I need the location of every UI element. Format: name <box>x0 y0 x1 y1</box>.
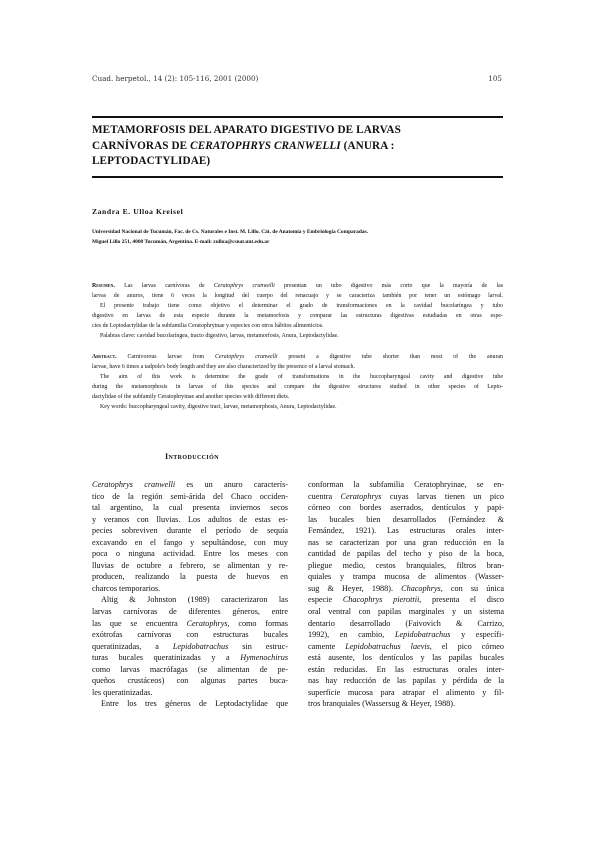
abstract-label: Resumen. <box>92 283 115 289</box>
species-name: Ceratophrys cranwelli <box>92 480 176 489</box>
species-name: Chacophrys <box>401 583 441 593</box>
species-name: Ceratophrys cranwelli <box>213 283 275 289</box>
line-text: Altig & Johnston (1989) caracterizaron las <box>101 595 288 605</box>
text-line <box>92 537 288 549</box>
text-line <box>308 606 504 618</box>
line-text: excavando en el fango y sepultándose, con muy <box>92 537 288 547</box>
line-text: cuentra <box>308 491 341 501</box>
author-affiliation <box>92 227 503 247</box>
text-line <box>92 606 288 618</box>
line-text: están reducidas. En las estructuras orales inter- <box>308 664 504 674</box>
species-name: Lepidobatrachus laevis <box>345 641 430 651</box>
text-line <box>92 312 503 322</box>
text-line <box>308 687 504 699</box>
title-top-rule <box>92 116 503 118</box>
line-text: oral ventral con papilas marginales y un sistema <box>308 607 504 617</box>
page-number: 105 <box>488 74 502 83</box>
line-text: les queratinizadas. <box>92 687 153 697</box>
line-text: cuyas larvas tienen un pico <box>381 491 504 501</box>
line-text: producen, realizando la puesta de huevos en <box>92 572 288 582</box>
line-text: las que se encuentra <box>92 618 187 628</box>
line-text: queratinizadas, a <box>92 641 173 651</box>
line-text: 1992), en cambio, <box>308 630 395 640</box>
line-text: pliegue medio, cestos branquiales, filtros bran- <box>308 560 504 570</box>
line-text: nas hay reducción de las papilas y pérdida de la <box>308 676 504 686</box>
line-text: lluvias de octubre a febrero, se alimentan y re- <box>92 560 288 570</box>
text-line <box>92 393 503 403</box>
text-line <box>308 641 504 653</box>
line-text: superficie mucosa para atrapar el alimento y fil- <box>308 687 504 697</box>
line-text: las bucales bien desarrollados (Fernández & <box>308 514 504 524</box>
title-line-1: METAMORFOSIS DEL APARATO DIGESTIVO DE LARVAS <box>92 124 401 136</box>
line-text: es un anuro caracterís- <box>175 480 288 489</box>
line-text: larvas carnívoras de diferentes géneros, entre <box>92 607 288 617</box>
text-line <box>308 479 504 491</box>
text-line <box>92 479 288 491</box>
abstract-label: Abstract. <box>92 354 117 360</box>
line-text: during the metamorphosis in larvae of this species and compare the digestive structures studied in other species of Lepto- <box>92 383 503 390</box>
text-line <box>92 332 503 342</box>
line-text: , con su única <box>440 583 504 593</box>
text-line <box>308 698 504 710</box>
article-title <box>92 123 503 170</box>
line-text: queños crustáceos) con algunas partes buca- <box>92 676 288 686</box>
title-line-2-post: (ANURA : <box>340 139 395 152</box>
line-text: tico de la región semi-árida del Chaco occiden- <box>92 491 288 501</box>
text-line <box>92 353 503 363</box>
line-text: Fernández, 1921). Las estructuras orales inter- <box>308 526 504 536</box>
line-text: , como formas <box>227 618 288 628</box>
line-text: larvae, have 6 times a tadpole's body length and they are also characterized by the presence of a larval stomach. <box>92 363 355 370</box>
text-line <box>92 302 503 312</box>
text-line <box>308 525 504 537</box>
line-text: nas se caracterizan por una gran reducción en la <box>308 537 504 547</box>
line-text: larvas de anuros, tiene 6 veces la longitud del cuerpo del renacuajo y se caracteriza también por tener un estómago larval. <box>92 292 503 299</box>
text-line <box>92 282 503 292</box>
text-line <box>308 583 504 595</box>
line-text: tal argentino, la cual presenta inviernos secos <box>92 503 288 513</box>
text-line <box>308 652 504 664</box>
species-name: Lepidobatrachus <box>172 641 229 651</box>
species-name: Ceratophrys cranwelli <box>214 354 278 360</box>
line-text: , el pico córneo <box>429 641 504 651</box>
text-line <box>308 560 504 572</box>
line-text: presentan un tubo digestivo más corto que la mayoría de las <box>274 283 503 289</box>
text-line <box>308 548 504 560</box>
author-name: Zandra E. Ulloa Kreisel <box>92 207 184 216</box>
line-text: Key words: buccopharyngeal cavity, digestive tract, larvae, metamorphosis, Anura, Leptodactylidae. <box>100 403 337 410</box>
line-text: pecies sobreviven durante el período de sequía <box>92 526 288 536</box>
text-line <box>92 383 503 393</box>
text-line <box>92 698 288 710</box>
line-text: sug & Heyer, 1988). <box>308 583 402 593</box>
line-text: dactylidae of the subfamily Ceratophryinae and another species with different diets. <box>92 393 290 400</box>
title-line-3: LEPTODACTYLIDAE) <box>92 155 211 167</box>
line-text: córneo con bordes aserrados, dentículos y papi- <box>308 503 504 513</box>
line-text: sin estruc- <box>228 641 288 651</box>
journal-citation: Cuad. herpetol., 14 (2): 105-116, 2001 (2000) <box>92 74 259 83</box>
line-text: como larvas macrófagas (se alimentan de pe- <box>92 664 288 674</box>
text-line <box>92 629 288 641</box>
line-text: especie <box>308 595 343 605</box>
line-text: quiales y trampa mucosa de alimentos (Wasser- <box>308 572 504 582</box>
species-name: Chacophrys pierottii <box>342 595 420 605</box>
line-text: Palabras clave: cavidad bucofaríngea, tracto digestivo, larvas, metamorfosis, Anura, Leptodactylidae. <box>100 332 339 339</box>
body-right-column <box>308 479 504 710</box>
text-line <box>92 641 288 653</box>
title-bottom-rule <box>92 176 503 178</box>
text-line <box>92 525 288 537</box>
line-text: está ausente, los dentículos y las papilas bucales <box>308 653 504 663</box>
section-heading-introduccion: Introducción <box>165 452 219 461</box>
line-text: El presente trabajo tiene como objetivo el determinar el grado de transformaciones en la cavidad bucofaríngea y tubo <box>100 302 503 309</box>
affiliation-line-1: Universidad Nacional de Tucumán, Fac. de Cs. Naturales e Inst. M. Lillo. Cát. de Anatomía y Embriología Comparadas. <box>92 229 368 235</box>
text-line <box>92 514 288 526</box>
line-text: , presenta el disco <box>419 595 504 605</box>
line-text: poca o ninguna actividad. Entre los meses con <box>92 549 288 559</box>
text-line <box>308 594 504 606</box>
line-text: conforman la subfamilia Ceratophryinae, se en- <box>308 480 504 489</box>
line-text: charcos temporarios. <box>92 583 161 593</box>
text-line <box>92 560 288 572</box>
line-text: y veranos con lluvias. Los adultos de estas es- <box>92 514 288 524</box>
text-line <box>92 373 503 383</box>
text-line <box>308 537 504 549</box>
line-text: cies de Leptodactylidae de la subfamilia Ceratophryinae y especies con otros hábitos alimenticios. <box>92 322 324 329</box>
title-line-2 <box>92 139 503 155</box>
text-line <box>92 583 288 595</box>
line-text: Las larvas carnívoras de <box>114 283 214 289</box>
text-line <box>92 363 503 373</box>
line-text: Entre los tres géneros de Leptodactylidae que <box>101 699 288 709</box>
text-line <box>92 594 288 606</box>
body-left-column <box>92 479 288 710</box>
text-line <box>92 652 288 664</box>
species-name: Ceratophrys <box>340 491 382 501</box>
text-line <box>308 571 504 583</box>
text-line <box>92 618 288 630</box>
affiliation-line-2: Miguel Lillo 251, 4000 Tucumán, Argentina. E-mail: zulloa@csnat.unt.edu.ar <box>92 239 270 245</box>
resumen-block <box>92 282 503 341</box>
line-text: camente <box>308 641 346 651</box>
text-line <box>308 502 504 514</box>
line-text: dentario desarrollado (Faivovich & Carrizo, <box>308 618 504 628</box>
line-text: digestivo en larvas de esta especie durante la metamorfosis y comparar las estructuras digestivas estudiadas en otras espe- <box>92 312 503 319</box>
line-text: exótrofas carnívoras con estructuras bucales <box>92 630 288 640</box>
abstract-block <box>92 353 503 412</box>
line-text: tros branquiales (Wassersug & Heyer, 1988). <box>308 699 456 709</box>
text-line <box>308 629 504 641</box>
text-line <box>92 322 503 332</box>
text-line <box>308 618 504 630</box>
species-name: Lepidobatrachus <box>394 630 451 640</box>
text-line <box>92 675 288 687</box>
text-line <box>92 571 288 583</box>
text-line <box>92 292 503 302</box>
title-line-2-pre: CARNÍVORAS DE <box>92 139 191 152</box>
line-text: present a digestive tube shorter than most of the anuran <box>277 354 503 360</box>
text-line <box>308 491 504 503</box>
text-line <box>92 687 288 699</box>
text-line <box>92 548 288 560</box>
text-line <box>92 502 288 514</box>
line-text: cantidad de papilas del techo y piso de la boca, <box>308 549 504 559</box>
text-line <box>308 514 504 526</box>
text-line <box>308 675 504 687</box>
text-line <box>92 491 288 503</box>
line-text: turas bucales queratinizadas y a <box>92 653 241 663</box>
line-text: Carnivorous larvae from <box>116 354 215 360</box>
species-name: Ceratophrys <box>186 618 228 628</box>
title-species-name: CERATOPHRYS CRANWELLI <box>190 139 341 152</box>
text-line <box>92 403 503 413</box>
species-name: Hymenochirus <box>240 653 288 663</box>
text-line <box>92 664 288 676</box>
text-line <box>308 664 504 676</box>
line-text: The aim of this work is determine the grade of transformations in the buccopharyngeal cavity and digestive tube <box>100 373 503 380</box>
line-text: y específi- <box>450 630 504 640</box>
